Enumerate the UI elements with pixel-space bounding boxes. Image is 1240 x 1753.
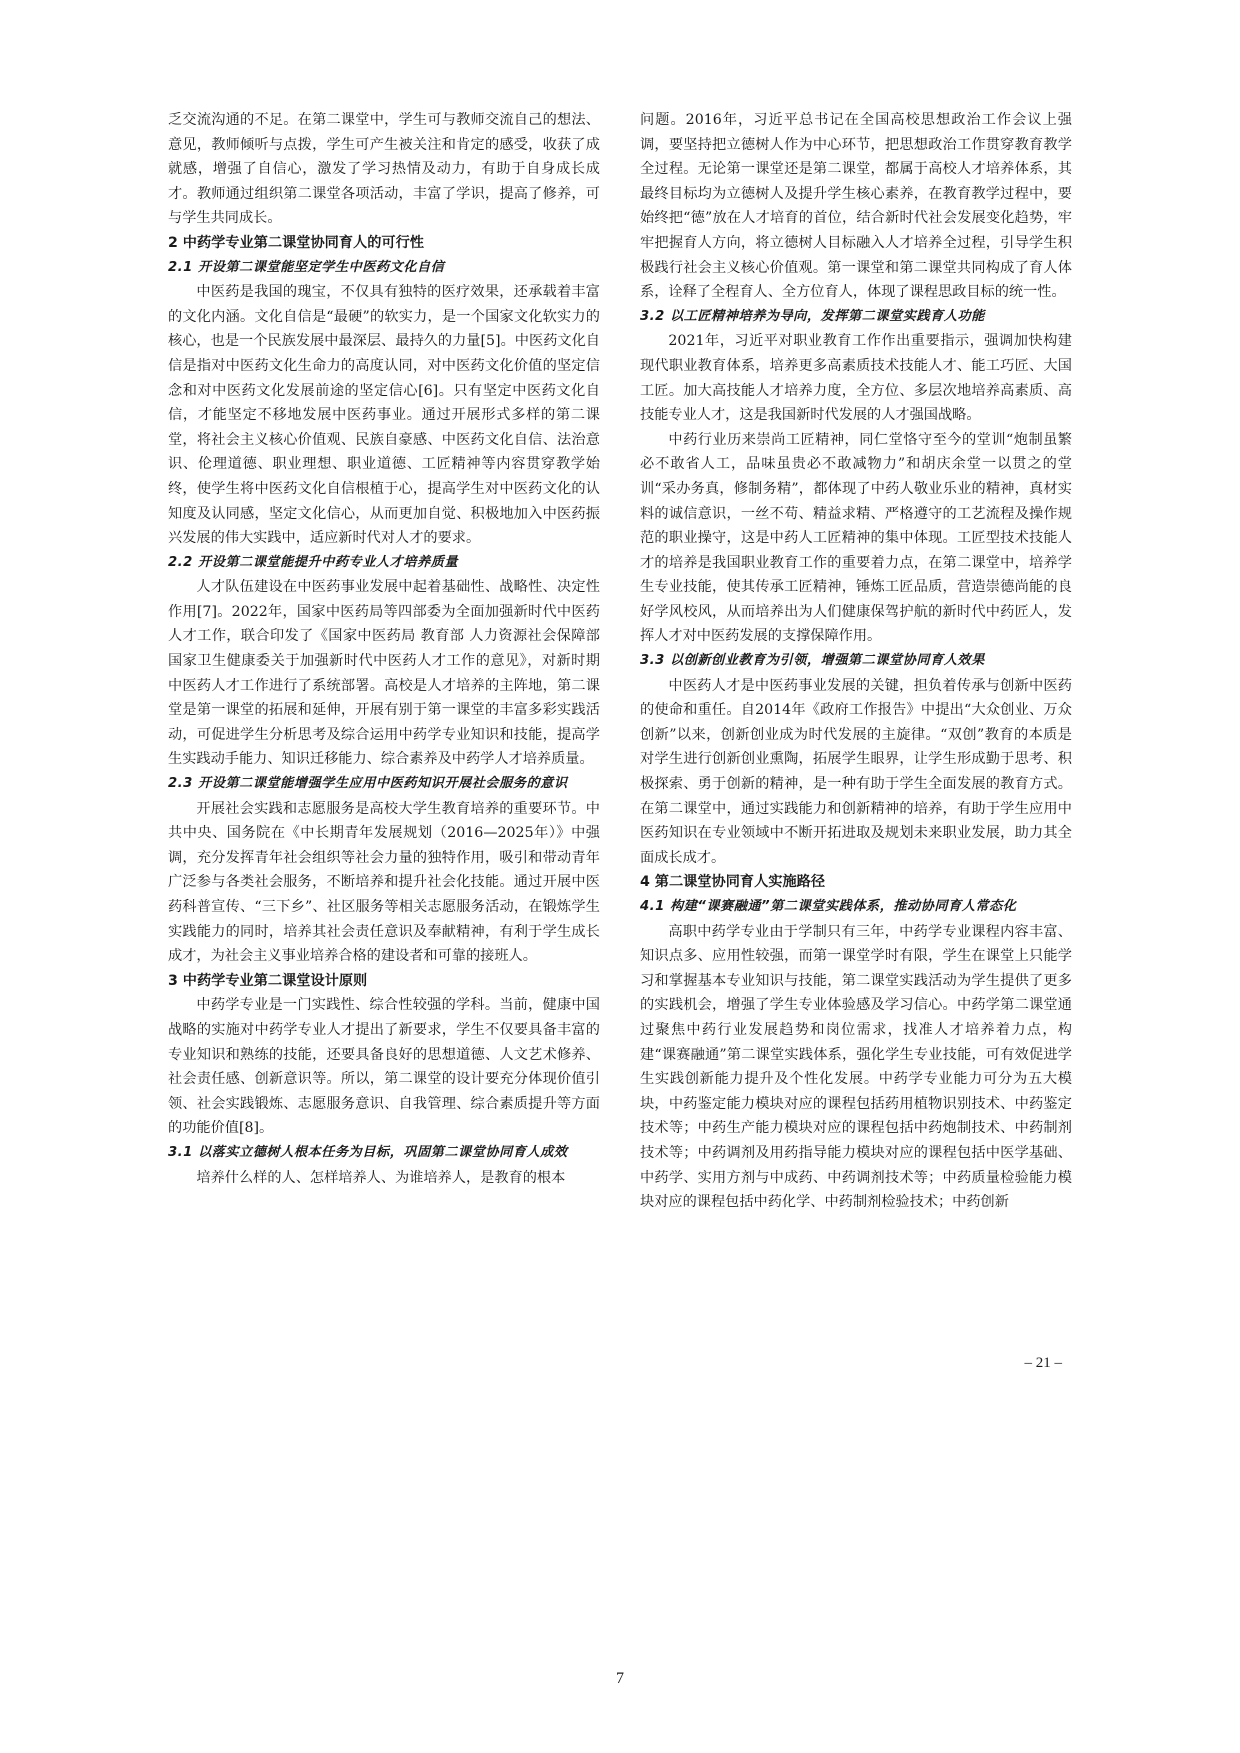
body-paragraph: 开展社会实践和志愿服务是高校大学生教育培养的重要环节。中共中央、国务院在《中长期青年发展规划（2016—2025年）》中强调，充分发挥青年社会组织等社会力量的独特作用，吸引和带动青年广泛参与各类社会服务，不断培养和提升社会化技能。通过开展中医药科普宣传、“三下乡”、社区服务等相关志愿服务活动，在锻炼学生实践能力的同时，培养其社会责任意识及奉献精神，有利于学生成长成才，为社会主义事业培养合格的建设者和可靠的接班人。	[168, 800, 600, 965]
body-paragraph: 中医药人才是中医药事业发展的关键，担负着传承与创新中医药的使命和重任。自2014年《政府工作报告》中提出“大众创业、万众创新”以来，创新创业成为时代发展的主旋律。“双创”教育的本质是对学生进行创新创业熏陶，拓展学生眼界，让学生形成勤于思考、积极探索、勇于创新的精神，是一种有助于学生全面发展的教育方式。在第二课堂中，通过实践能力和创新精神的培养，有助于学生应用中医药知识在专业领域中不断开拓进取及规划未来职业发展，助力其全面成长成才。	[640, 677, 1072, 866]
section-heading: 4 第二课堂协同育人实施路径	[640, 874, 826, 891]
subsection-heading: 4.1 构建“课赛融通”第二课堂实践体系，推动协同育人常态化	[640, 899, 1017, 914]
body-paragraph: 中药学专业是一门实践性、综合性较强的学科。当前，健康中国战略的实施对中药学专业人才提出了新要求，学生不仅要具备丰富的专业知识和熟练的技能，还要具备良好的思想道德、人文艺术修养、社会责任感、创新意识等。所以，第二课堂的设计要充分体现价值引领、社会实践锻炼、志愿服务意识、自我管理、综合素质提升等方面的功能价值[8]。	[168, 997, 600, 1137]
subsection-heading: 3.2 以工匠精神培养为导向，发挥第二课堂实践育人功能	[640, 308, 985, 324]
body-paragraph: 培养什么样的人、怎样培养人、为谁培养人，是教育的根本	[196, 1169, 566, 1186]
left-column	[168, 108, 600, 1190]
journal-page-number: – 21 –	[1024, 1355, 1062, 1371]
subsection-heading: 2.3 开设第二课堂能增强学生应用中医药知识开展社会服务的意识	[168, 776, 568, 792]
subsection-heading: 2.1 开设第二课堂能坚定学生中医药文化自信	[168, 259, 445, 275]
subsection-heading: 3.1 以落实立德树人根本任务为目标，巩固第二课堂协同育人成效	[168, 1144, 568, 1160]
body-paragraph: 高职中药学专业由于学制只有三年，中药学专业课程内容丰富、知识点多、应用性较强，而第一课堂学时有限，学生在课堂上只能学习和掌握基本专业知识与技能，第二课堂实践活动为学生提供了更多的实践机会，增强了学生专业体验感及学习信心。中药学第二课堂通过聚焦中药行业发展趋势和岗位需求，找准人才培养着力点，构建“课赛融通”第二课堂实践体系，强化学生专业技能，可有效促进学生实践创新能力提升及个性化发展。中药学专业能力可分为五大模块，中药鉴定能力模块对应的课程包括药用植物识别技术、中药鉴定技术等；中药生产能力模块对应的课程包括中药炮制技术、中药制剂技术等；中药调剂及用药指导能力模块对应的课程包括中医学基础、中药学、实用方剂与中成药、中药调剂技术等；中药质量检验能力模块对应的课程包括中药化学、中药制剂检验技术；中药创新	[640, 923, 1072, 1211]
section-heading: 3 中药学专业第二课堂设计原则	[168, 972, 368, 989]
body-paragraph: 问题。2016年，习近平总书记在全国高校思想政治工作会议上强调，要坚持把立德树人作为中心环节，把思想政治工作贯穿教育教学全过程。无论第一课堂还是第二课堂，都属于高校人才培养体系，其最终目标均为立德树人及提升学生核心素养，在教育教学过程中，要始终把“德”放在人才培育的首位，结合新时代社会发展变化趋势，牢牢把握育人方向，将立德树人目标融入人才培养全过程，引导学生积极践行社会主义核心价值观。第一课堂和第二课堂共同构成了育人体系，诠释了全程育人、全方位育人，体现了课程思政目标的统一性。	[640, 112, 1072, 301]
body-paragraph: 中医药是我国的瑰宝，不仅具有独特的医疗效果，还承载着丰富的文化内涵。文化自信是“最硬”的软实力，是一个国家文化软实力的核心，也是一个民族发展中最深层、最持久的力量[5]。中医药文化自信是指对中医药文化生命力的高度认同，对中医药文化价值的坚定信念和对中医药文化发展前途的坚定信心[6]。只有坚定中医药文化自信，才能坚定不移地发展中医药事业。通过开展形式多样的第二课堂，将社会主义核心价值观、民族自豪感、中医药文化自信、法治意识、伦理道德、职业理想、职业道德、工匠精神等内容贯穿教学始终，使学生将中医药文化自信根植于心，提高学生对中医药文化的认知度及认同感，坚定文化信心，从而更加自觉、积极地加入中医药振兴发展的伟大实践中，适应新时代对人才的要求。	[168, 284, 600, 547]
section-heading: 2 中药学专业第二课堂协同育人的可行性	[168, 234, 424, 251]
body-paragraph: 乏交流沟通的不足。在第二课堂中，学生可与教师交流自己的想法、意见，教师倾听与点拨，学生可产生被关注和肯定的感受，收获了成就感，增强了自信心，激发了学习热情及动力，有助于自身成长成才。教师通过组织第二课堂各项活动，丰富了学识，提高了修养，可与学生共同成长。	[168, 112, 600, 227]
right-column	[640, 108, 1072, 1215]
footer-page-number: 7	[616, 1670, 624, 1687]
body-paragraph: 中药行业历来崇尚工匠精神，同仁堂恪守至今的堂训“炮制虽繁必不敢省人工，品味虽贵必不敢减物力”和胡庆余堂一以贯之的堂训“采办务真，修制务精”，都体现了中药人敬业乐业的精神，真材实料的诚信意识，一丝不苟、精益求精、严格遵守的工艺流程及操作规范的职业操守，这是中药人工匠精神的集中体现。工匠型技术技能人才的培养是我国职业教育工作的重要着力点，在第二课堂中，培养学生专业技能，使其传承工匠精神，锤炼工匠品质，营造崇德尚能的良好学风校风，从而培养出为人们健康保驾护航的新时代中药匠人，发挥人才对中医药发展的支撑保障作用。	[640, 431, 1072, 645]
subsection-heading: 3.3 以创新创业教育为引领，增强第二课堂协同育人效果	[640, 653, 985, 669]
body-paragraph: 人才队伍建设在中医药事业发展中起着基础性、战略性、决定性作用[7]。2022年，国家中医药局等四部委为全面加强新时代中医药人才工作，联合印发了《国家中医药局 教育部 人力资源社会保障部 国家卫生健康委关于加强新时代中医药人才工作的意见》，对新时期中医药人才工作进行了系统部署。高校是人才培养的主阵地，第二课堂是第一课堂的拓展和延伸，开展有别于第一课堂的丰富多彩实践活动，可促进学生分析思考及综合运用中药学专业知识和技能，提高学生实践动手能力、知识迁移能力、综合素养及中药学人才培养质量。	[168, 579, 600, 768]
subsection-heading: 2.2 开设第二课堂能提升中药专业人才培养质量	[168, 554, 459, 570]
body-paragraph: 2021年，习近平对职业教育工作作出重要指示，强调加快构建现代职业教育体系，培养更多高素质技术技能人才、能工巧匠、大国工匠。加大高技能人才培养力度，全方位、多层次地培养高素质、高技能专业人才，这是我国新时代发展的人才强国战略。	[640, 333, 1072, 424]
